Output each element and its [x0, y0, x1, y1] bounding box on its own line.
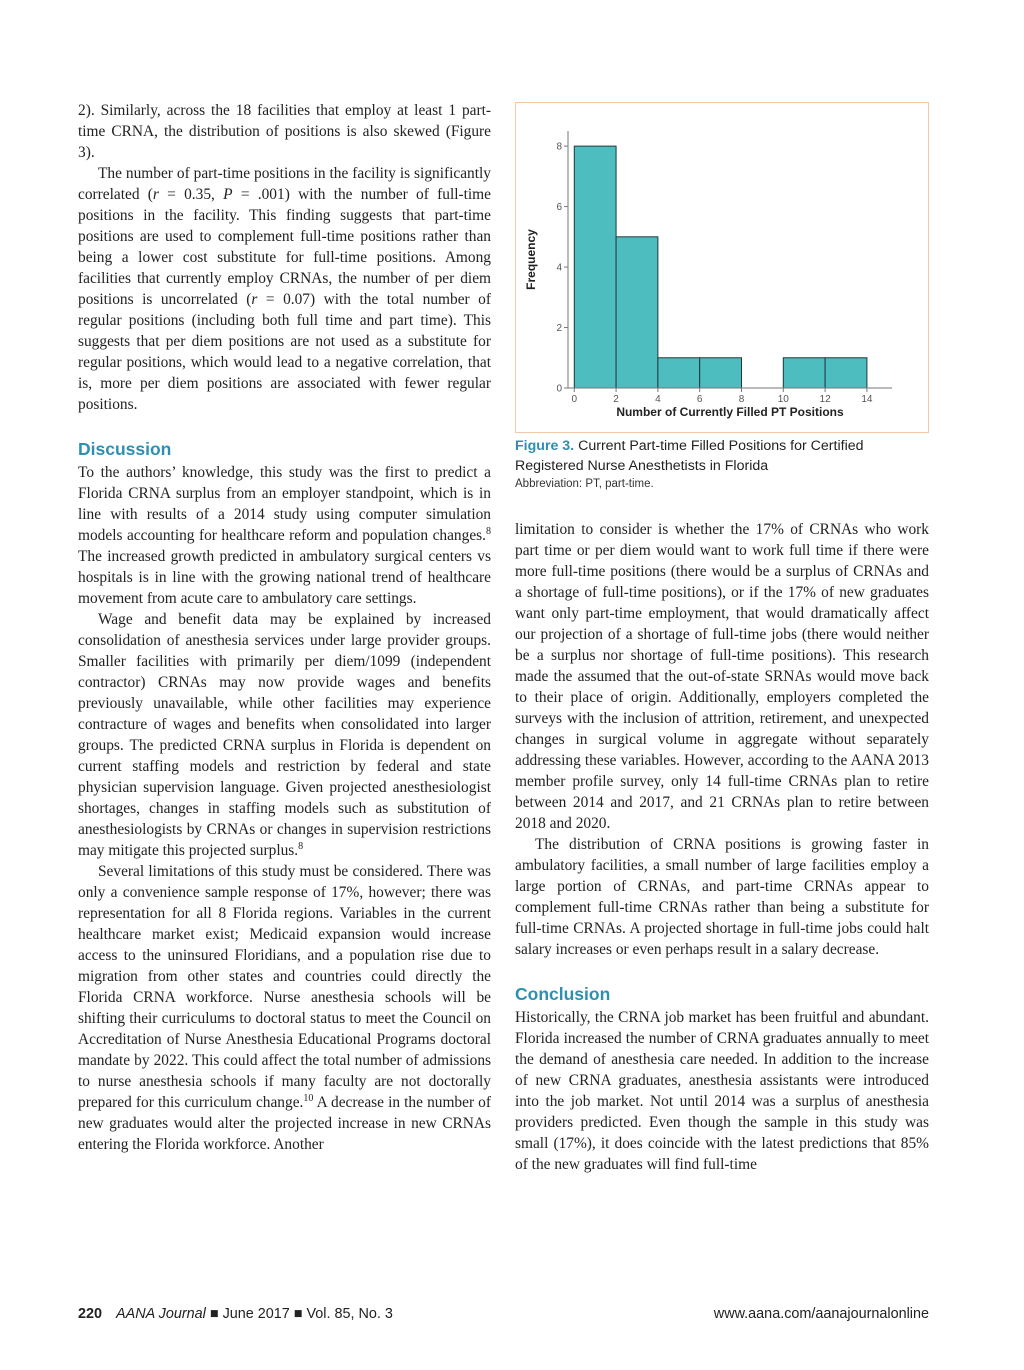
- body-paragraph: [78, 609, 491, 861]
- histogram-bar: [783, 358, 825, 388]
- body-paragraph: The distribution of CRNA positions is growing faster in ambulatory facilities, a small number of large facilities employ a large portion of CRNAs, and part-time CRNAs appear to complement full-time CRNAs rather than being a substitute for full-time CRNAs. A projected shortage in full-time jobs could halt salary increases or even perhaps result in a salary decrease.: [515, 836, 929, 958]
- stat-symbol: P: [223, 186, 233, 203]
- x-tick-label: 2: [613, 394, 619, 405]
- body-text: The number of part-time positions in the facility is significantly correlated (: [78, 165, 491, 203]
- body-paragraph: [78, 462, 491, 609]
- body-text: = .001) with the number of full-time positions in the facility. This finding suggests that part-time positions are used to complement full-time positions rather than being a lower cost substitute for full-time positions. Among facilities that currently employ CRNAs, the number of per diem positions is uncorrelated (: [78, 186, 491, 308]
- body-paragraph: limitation to consider is whether the 17% of CRNAs who work part time or per diem would want to work full time if there were more full-time positions (there would be a surplus of CRNAs and a shortage of full-time positions), or if the 17% of new graduates want only part-time employment, that would dramatically affect our projection of a shortage of full-time jobs (there would neither be a surplus nor shortage of full-time positions). This research made the assumed that the out-of-state SRNAs would move back to their place of origin. Additionally, employers completed the surveys with the inclusion of attrition, retirement, and unexpected changes in surgical volume in aggregate without separately addressing these variables. However, according to the AANA 2013 member profile survey, only 14 full-time CRNAs plan to retire between 2014 and 2017, and 21 CRNAs plan to retire between 2018 and 2020.: [515, 521, 929, 832]
- x-axis-label: Number of Currently Filled PT Positions: [616, 405, 844, 419]
- figure-3-chart: [515, 102, 929, 433]
- reference-marker: 8: [298, 840, 304, 852]
- caption-title: Current Part-time Filled Positions for Certified Registered Nurse Anesthetists in Florida: [515, 438, 864, 474]
- conclusion-heading: Conclusion: [515, 984, 611, 1004]
- caption-text: [515, 436, 929, 476]
- journal-issue: ■ June 2017 ■ Vol. 85, No. 3: [205, 1306, 393, 1322]
- body-text: A decrease in the number of new graduates would alter the projected increase in new CRNAs entering the Florida workforce. Another: [78, 1094, 492, 1153]
- body-text: Wage and benefit data may be explained by increased consolidation of anesthesia services under large provider groups. Smaller facilities with primarily per diem/1099 (independent contractor) CRNAs may now provide wages and benefits previously unavailable, while other facilities may experience contracture of wages and benefits when consolidated into larger groups. The predicted CRNA surplus in Florida is dependent on current staffing models and restriction by federal and state physician supervision language. Given projected anesthesiologist shortages, changes in staffing models such as substitution of anesthesiologists by CRNAs or changes in supervision restrictions may mitigate this projected surplus.: [78, 611, 491, 859]
- histogram-bar: [574, 146, 616, 388]
- histogram-bar: [616, 237, 658, 388]
- figure-label: Figure 3.: [515, 438, 575, 454]
- histogram-bar: [700, 358, 742, 388]
- x-tick-label: 10: [777, 394, 789, 405]
- journal-info: [116, 1306, 393, 1322]
- journal-name: AANA Journal: [116, 1306, 206, 1322]
- stat-symbol: r: [152, 186, 159, 203]
- y-axis-label: Frequency: [524, 229, 538, 290]
- body-text: To the authors’ knowledge, this study was the first to predict a Florida CRNA surplus from an employer standpoint, which is in line with results of a 2014 study using computer simulation models accounting for healthcare reform and population changes.: [78, 464, 491, 544]
- x-tick-label: 8: [738, 394, 745, 405]
- reference-marker: 8: [486, 525, 491, 537]
- histogram-bar: [658, 358, 700, 388]
- y-tick-label: 0: [556, 383, 562, 395]
- x-tick-label: 6: [696, 394, 703, 405]
- y-tick-label: 2: [556, 323, 562, 335]
- body-text: = 0.35,: [158, 186, 224, 203]
- y-tick-label: 4: [556, 262, 562, 274]
- page-number: 220: [78, 1306, 103, 1322]
- page-footer: [78, 1306, 929, 1322]
- reference-marker: 10: [303, 1092, 314, 1104]
- right-column: [515, 519, 929, 1175]
- body-text: = 0.07) with the total number of regular positions (including both full time and part time). This suggests that per diem positions are not used as a substitute for regular positions, which would lead to a negative correlation, that is, more per diem positions are associated with fewer regular positions.: [78, 291, 491, 413]
- left-column: [78, 100, 491, 1155]
- body-paragraph: Historically, the CRNA job market has been fruitful and abundant. Florida increased the number of CRNA graduates annually to meet the demand of anesthesia care needed. In addition to the increase of new CRNA graduates, anesthesia assistants were introduced into the job market. Not until 2014 was a surplus of anesthesia providers predicted. Even though the sample in this study was small (17%), it does coincide with the latest predictions that 85% of the new graduates will find full-time: [515, 1009, 929, 1173]
- discussion-heading: Discussion: [78, 439, 172, 459]
- figure-caption: [515, 436, 929, 492]
- body-text: Several limitations of this study must be considered. There was only a convenience sample response of 17%, however; there was representation for all 8 Florida regions. Variables in the current healthcare market exist; Medicaid expansion would increase access to the uninsured Floridians, and a population rise due to migration from other states and countries could directly the Florida CRNA workforce. Nurse anesthesia schools will be shifting their curriculums to doctoral status to meet the Council on Accreditation of Nurse Anesthesia Educational Programs doctoral mandate by 2022. This could affect the total number of admissions to nurse anesthesia schools if many faculty are not doctorally prepared for this curriculum change.: [78, 863, 491, 1111]
- body-paragraph: [78, 861, 491, 1155]
- x-tick-label: 12: [819, 394, 831, 405]
- histogram-chart: [516, 103, 927, 431]
- caption-abbreviation: Abbreviation: PT, part-time.: [515, 478, 654, 490]
- stat-symbol: r: [251, 291, 258, 308]
- y-tick-label: 8: [556, 141, 562, 153]
- journal-url[interactable]: www.aana.com/aanajournalonline: [713, 1306, 929, 1322]
- body-text: The increased growth predicted in ambulatory surgical centers vs hospitals is in line with the growing national trend of healthcare movement from acute care to ambulatory care settings.: [78, 548, 491, 607]
- y-tick-label: 6: [556, 202, 562, 214]
- x-tick-label: 4: [655, 394, 661, 405]
- x-tick-label: 0: [571, 394, 578, 405]
- x-tick-label: 14: [861, 394, 873, 405]
- body-paragraph: 2). Similarly, across the 18 facilities that employ at least 1 part-time CRNA, the distribution of positions is also skewed (Figure 3).: [78, 102, 491, 161]
- histogram-bar: [825, 358, 867, 388]
- body-paragraph: [78, 163, 491, 415]
